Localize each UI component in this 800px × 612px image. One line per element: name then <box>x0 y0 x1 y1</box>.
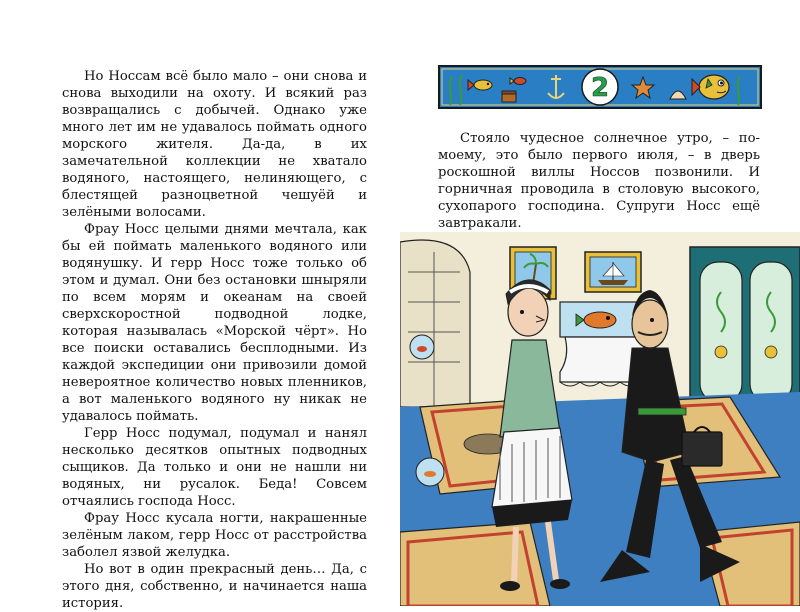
briefcase-icon <box>682 427 722 466</box>
fishbowl-icon <box>410 335 434 359</box>
chapter-paragraph: Стояло чудесное солнечное утро, – по-моему, это было первого июля, – в дверь роскошной виллы Носсов позвонили. И горничная проводила в столовую высокого, сухопарого господина. Супруги Носс ещё завтракали. <box>438 131 760 231</box>
doorway <box>400 240 470 407</box>
chapter-banner <box>438 65 762 109</box>
right-text-column <box>438 130 760 232</box>
dining-room-illustration <box>400 232 800 606</box>
left-page <box>0 0 400 611</box>
paragraph-2: Фрау Носс целыми днями мечтала, как бы ей поймать маленького водяного или водянушку. И герр Носс тоже только об этом и думал. Они без остановки шныряли по всем морям и океанам на своей сверхскоростной подводной лодке, которая называлась «Морской чёрт». Но все поиски оставались бесплодными. Из каждой экспедиции они привозили домой невероятное количество новых пленников, а вот маленького водяного ну никак не удавалось поймать. <box>62 222 367 424</box>
rug-bottom-left <box>400 522 550 606</box>
paragraph-5: Но вот в один прекрасный день… Да, с этого дня, собственно, и начинается наша история. <box>62 562 367 611</box>
right-page <box>400 0 800 606</box>
chapter-number: 2 <box>590 73 610 103</box>
left-text-column <box>62 68 367 612</box>
treasure-chest-icon <box>502 91 516 102</box>
paragraph-3: Герр Носс подумал, подумал и нанял несколько десятков опытных подводных сыщиков. Да только и они не нашли ни водяных, ни русалок. Беда! Совсем отчаялись господа Носс. <box>62 426 367 509</box>
cabinet <box>690 247 800 417</box>
floor-fishbowl-icon <box>416 458 444 486</box>
paragraph-1: Но Носсам всё было мало – они снова и снова выходили на охоту. И всякий раз возвращались с добычей. Однако уже много лет им не удавалось поймать одного морского жителя. Да-да, в их замечательной коллекции не хватало водяного, настоящего, нелиняющего, с блестящей разноцветной чешуёй и зелёными волосами. <box>62 69 367 220</box>
paragraph-4: Фрау Носс кусала ногти, накрашенные зелёным лаком, герр Носс от расстройства заболел язвой желудка. <box>62 511 367 560</box>
painting-ship <box>585 252 641 292</box>
